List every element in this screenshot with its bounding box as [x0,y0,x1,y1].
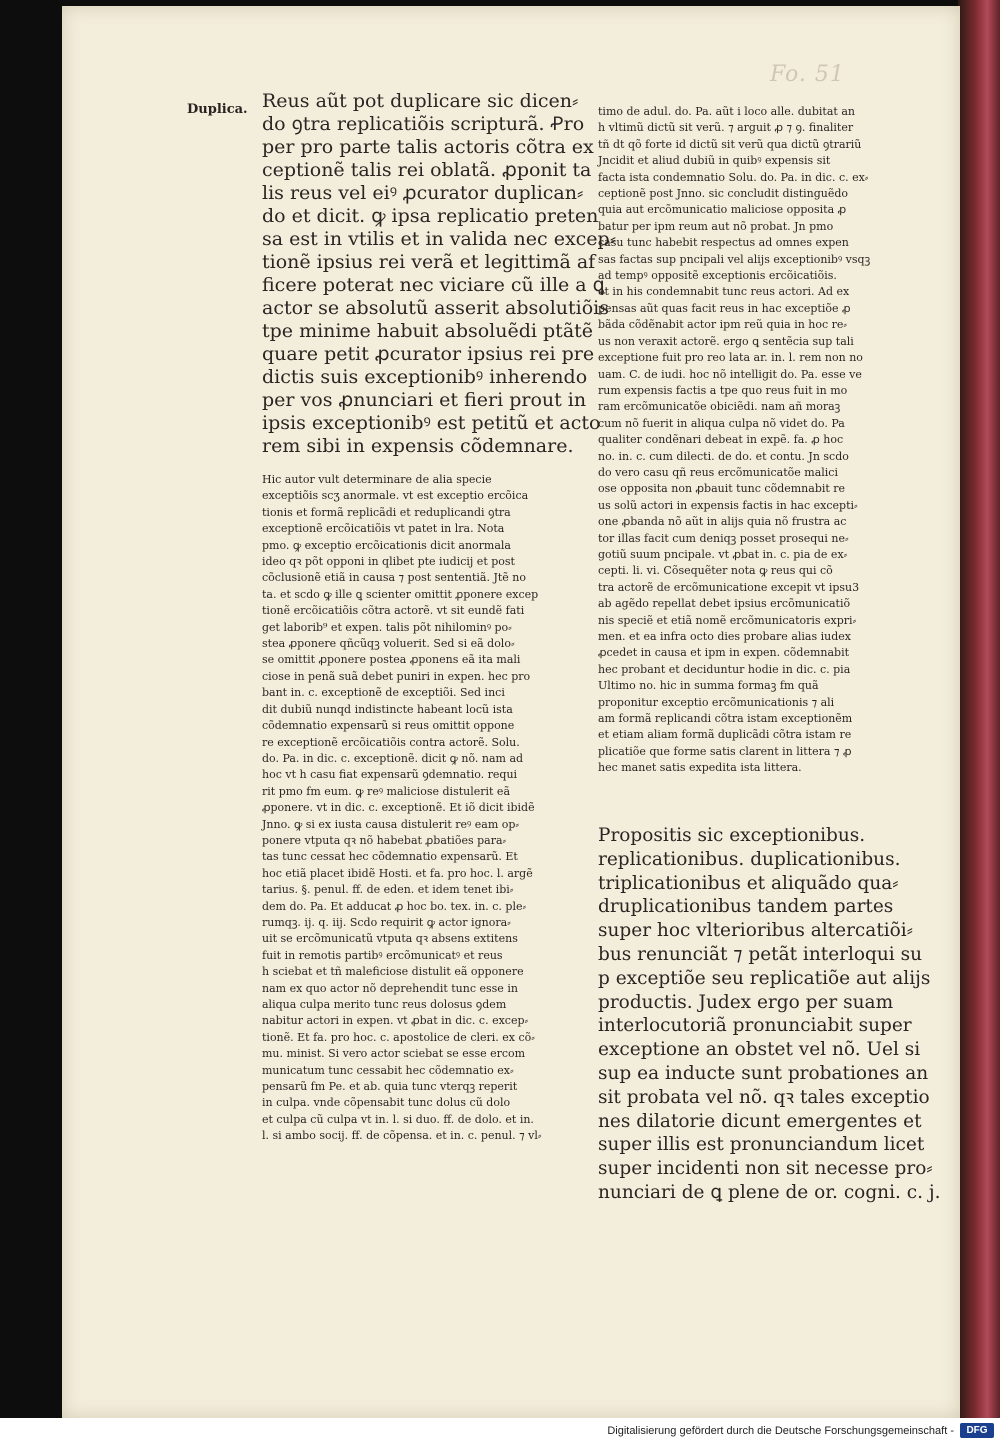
left-column-commentary [262,472,562,1145]
text-line: dit dubiũ nunqd indistincte habeant locũ ista [262,702,513,716]
text-line: stea ꝓponere qñcũqꝫ voluerit. Sed si eã dolo⸗ [262,637,515,651]
text-line: rit pmo fm eum. ꝙ reꝰ maliciose distulerit eã [262,784,511,798]
text-line: exceptione an obstet vel nõ. Uel si [598,1039,921,1061]
text-line: h vltimũ dictũ sit verũ. ⁊ arguit ꝓ ⁊ ꝯ. finaliter [598,121,854,135]
text-line: hoc vt h casu fiat expensarũ ꝯdemnatio. requi [262,768,518,782]
text-line: do et dicit. ꝙ ipsa replicatio preten [262,205,599,227]
text-line: nabitur actori in expen. vt ꝓbat in dic. c. excep⸗ [262,1014,529,1028]
text-line: nunciari de ꝗ plene de or. cogni. c. j. [598,1181,941,1203]
text-line: h sciebat et tñ maleficiose distulit eã opponere [262,965,524,979]
text-line: proponitur exceptio ercõmunicationis ⁊ ali [598,695,835,709]
text-line: bant in. c. exceptionẽ de exceptiõi. Sed inci [262,686,505,700]
text-line: tionẽ ipsius rei verã et legittimã af [262,251,596,273]
text-line: get laborib⁹ et expen. talis põt nihilominꝰ po⸗ [262,620,512,634]
text-line: l. si ambo socij. ff. de cõpensa. et in. c. penul. ⁊ vl⸗ [262,1129,542,1143]
text-line: ꝓponere. vt in dic. c. exceptionẽ. Et iõ dicit ibidẽ [262,801,535,815]
text-line: triplicationibus et aliquãdo qua⸗ [598,872,899,894]
text-line: rum expensis factis a tpe quo reus fuit in mo [598,383,848,397]
text-line: replicationibus. duplicationibus. [598,848,901,870]
text-line: ipsis exceptionibꝰ est petitũ et acto [262,412,601,434]
text-line: cum nõ fuerit in aliqua culpa nõ videt do. Pa [598,416,845,430]
text-line: facta ista condemnatio Solu. do. Pa. in dic. c. ex⸗ [598,170,869,184]
text-line: interlocutoriã pronunciabit super [598,1015,912,1037]
text-line: batur per ipm reum aut nõ probat. Jn pmo [598,219,834,233]
text-line: uam. C. de iudi. hoc nõ intelligit do. Pa. esse ve [598,367,862,381]
text-line: ad tempꝰ oppositẽ exceptionis ercõicatiõis. [598,269,837,283]
text-line: per vos ꝓnunciari et fieri prout in [262,389,587,411]
text-line: per pro parte talis actoris cõtra ex [262,136,594,158]
text-line: cõclusionẽ etiã in causa ⁊ post sententiã. Jtẽ no [262,571,527,585]
text-line: ab agẽdo repellat debet ipsius ercõmunicatiõ [598,597,851,611]
text-line: tra actorẽ de ercõmunicatione excepit vt ipsu3 [598,580,860,594]
text-line: do. Pa. in dic. c. exceptionẽ. dicit ꝙ nõ. nam ad [262,751,524,765]
text-line: uit se ercõmunicatũ vtputa qꝛ absens extitens [262,932,518,946]
text-line: pensas aũt quas facit reus in hac exceptiõe ꝓ [598,301,851,315]
text-line: super hoc vlterioribus altercatiõi⸗ [598,920,913,942]
text-line: ose opposita non ꝓbauit tunc cõdemnabit re [598,482,846,496]
right-column-main-text [598,824,941,1205]
text-line: timo de adul. do. Pa. aũt i loco alle. dubitat an [598,105,855,118]
text-line: nes dilatorie dicunt emergentes et [598,1110,922,1132]
text-line: hec probant et deciduntur hodie in dic. c. pia [598,662,851,676]
text-line: tor illas facit cum deniqꝫ posset prosequi ne⸗ [598,531,849,545]
text-line: nam ex quo actor nõ deprehendit tunc esse in [262,981,518,995]
text-line: re exceptionẽ ercõicatiõis contra actorẽ. Solu. [262,735,520,749]
text-line: men. et ea infra octo dies probare alias iudex [598,630,851,643]
text-line: tionẽ. Et fa. pro hoc. c. apostolice de cleri. ex cõ⸗ [262,1030,535,1044]
text-line: municatum tunc cessabit hec cõdemnatio ex⸗ [262,1063,514,1077]
text-line: gotiũ suum pncipale. vt ꝓbat in. c. pia de ex⸗ [598,547,848,561]
text-line: do vero casu qñ reus ercõmunicatõe malici [598,465,838,479]
text-line: et culpa cũ culpa vt in. l. si duo. ff. de dolo. et in. [262,1112,534,1126]
text-line: productis. Judex ergo per suam [598,991,894,1013]
text-line: et etiam aliam formã duplicãdi cõtra istam re [598,728,852,742]
text-line: rumqꝫ. ij. q. iij. Scdo requirit ꝙ actor ignora⸗ [262,915,511,929]
text-line: ponere vtputa qꝛ nõ habebat ꝓbatiões para⸗ [262,833,507,847]
text-line: do ꝯtra replicatiõis scripturã. Ꝓro [262,113,585,135]
text-line: ciose in penã suã debet puniri in expen. hec pro [262,669,531,683]
text-line: one ꝓbanda nõ aũt in alijs quia nõ frustra ac [598,515,847,529]
text-line: mu. minist. Si vero actor sciebat se esse ercom [262,1047,526,1061]
text-line: in culpa. vnde cõpensabit tunc dolus cũ dolo [262,1096,511,1110]
text-line: actor se absolutũ asserit absolutiõis [262,297,609,319]
text-line: se omittit ꝓponere postea ꝓponens eã ita mali [262,653,521,667]
text-line: us non veraxit actorẽ. ergo ꝗ sentẽcia sup tali [598,334,854,348]
text-line: tpe minime habuit absoluẽdi ptãtẽ [262,320,594,342]
text-line: casu tunc habebit respectus ad omnes expen [598,236,849,250]
text-line: hoc etiã placet ibidẽ Hosti. et fa. pro hoc. l. argẽ [262,866,533,880]
text-line: exceptione fuit pro reo lata ar. in. l. rem non no [598,351,863,365]
text-line: dictis suis exceptionibꝰ inherendo [262,366,588,388]
text-line: no. in. c. cum dilecti. de do. et contu. Jn scdo [598,449,849,463]
text-line: tarius. §. penul. ff. de eden. et idem tenet ibi⸗ [262,883,514,897]
text-line: hec manet satis expedita ista littera. [598,761,802,775]
text-line: pensarũ fm Pe. et ab. quia tunc vterqꝫ reperit [262,1080,518,1094]
text-line: tas tunc cessat hec cõdemnatio expensarũ. Et [262,850,518,864]
text-line: sup ea inducte sunt probationes an [598,1062,929,1084]
text-line: sit probata vel nõ. qꝛ tales exceptio [598,1086,930,1108]
text-line: bus renunciãt ⁊ petãt interloqui su [598,943,923,965]
text-line: ꝓcedet in causa et ipm in expen. cõdemnabit [598,646,850,660]
text-line: ficere poterat nec viciare cũ ille a ꝗ [262,274,605,296]
text-line: aliqua culpa merito tunc reus dolosus ꝯdem [262,998,507,1011]
funding-credit: Digitalisierung gefördert durch die Deutsche Forschungsgemeinschaft - [607,1425,954,1437]
text-line: exceptiõis scʒ anormale. vt est exceptio ercõica [262,489,529,503]
text-line: am formã replicandi cõtra istam exceptionẽm [598,712,853,726]
text-line: lis reus vel eiꝰ ꝓcurator duplican⸗ [262,182,584,204]
page-number: Fo. 51 [770,62,845,87]
text-line: tionẽ ercõicatiõis cõtra actorẽ. vt sit eundẽ fati [262,604,525,618]
text-line: bãda cõdẽnabit actor ipm reũ quia in hoc re⸗ [598,318,848,332]
text-line: ram ercõmunicatõe obiciẽdi. nam añ moraꝫ [598,400,841,414]
footer-bar [0,1418,1000,1444]
text-line: quare petit ꝓcurator ipsius rei pre [262,343,595,365]
text-line: exceptionẽ ercõicatiõis vt patet in lra. Nota [262,522,505,536]
text-line: cõdemnatio expensarũ si reus omittit oppone [262,719,515,733]
text-line: fuit in remotis partibꝰ ercõmunicatꝰ et reus [262,948,503,962]
text-line: druplicationibus tandem partes [598,896,894,918]
text-line: Propositis sic exceptionibus. [598,825,866,846]
text-line: ceptionẽ talis rei oblatã. ꝓponit ta [262,159,592,181]
text-line: sa est in vtilis et in valida nec excep⸗ [262,228,617,250]
text-line: Reus aũt pot duplicare sic dicen⸗ [262,90,579,112]
text-line: Ultimo no. hic in summa formaꝫ fm quã [598,679,819,693]
text-line: super incidenti non sit necesse pro⸗ [598,1158,933,1180]
text-line: ceptionẽ post Jnno. sic concludit distinguẽdo [598,187,849,201]
text-line: tñ dt qõ forte id dictũ sit verũ qua dictũ ꝯtrariũ [598,137,862,151]
text-line: plicatiõe que forme satis clarent in littera ⁊ ꝓ [598,744,852,758]
left-column-main-text [262,90,617,458]
text-line: tionis et formã replicãdi et reduplicandi ꝯtra [262,505,511,519]
text-line: p exceptiõe seu replicatiõe aut alijs [598,967,931,989]
text-line: qualiter condẽnari debeat in expẽ. fa. ꝓ hoc [598,433,844,447]
text-line: sas factas sup pncipali vel alijs exceptionibꝰ vsqꝫ [598,252,871,266]
text-line: pmo. ꝙ exceptio ercõicationis dicit anormala [262,538,511,552]
text-line: Jncidit et aliud dubiũ in quibꝰ expensis sit [598,154,831,168]
text-line: Jnno. ꝙ si ex iusta causa distulerit reꝰ eam op⸗ [262,817,520,831]
book-edge [958,0,1000,1418]
text-line: et in his condemnabit tunc reus actori. Ad ex [598,285,850,299]
dfg-logo: DFG [960,1423,994,1438]
text-line: ideo qꝛ põt opponi in qlibet pte iudicij et post [262,555,515,569]
right-column-commentary [598,104,883,777]
text-line: ta. et scdo ꝙ ille ꝗ scienter omittit ꝓponere excep [262,587,539,601]
text-line: us solũ actori in expensis factis in hac excepti⸗ [598,498,858,512]
text-line: Hic autor vult determinare de alia specie [262,473,492,486]
text-line: rem sibi in expensis cõdemnare. [262,435,574,457]
text-line: dem do. Pa. Et adducat ꝓ hoc bo. tex. in. c. ple⸗ [262,899,527,913]
marginal-note: Duplica. [187,102,248,117]
text-line: nis speciẽ et etiã nomẽ ercõmunicatoris expri⸗ [598,613,857,627]
text-line: cepti. li. vi. Cõsequẽter nota ꝙ reus qui cõ [598,564,833,578]
text-line: quia aut ercõmunicatio maliciose opposita ꝓ [598,203,847,217]
text-line: super illis est pronunciandum licet [598,1134,925,1156]
